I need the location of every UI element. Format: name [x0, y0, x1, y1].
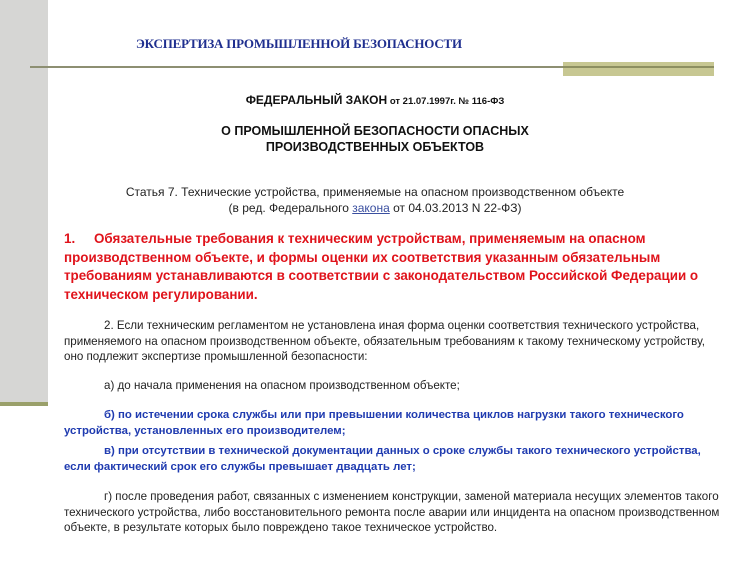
paragraph-2: [64, 318, 724, 365]
paragraph-1-number: 1.: [64, 231, 76, 246]
paragraph-b: [64, 408, 724, 439]
left-bar-accent: [0, 402, 48, 406]
paragraph-a-text: а) до начала применения на опасном производственном объекте;: [104, 379, 460, 392]
paragraph-g-text: г) после проведения работ, связанных с изменением конструкции, заменой материала несущих элементов такого технического устройства, либо восстановительного ремонта после аварии или инцидента на опасном производственном объекте, в результате которых было повреждено такое техническое устройство.: [64, 490, 720, 534]
article-heading-block: [0, 184, 750, 216]
header-divider-accent-line: [563, 66, 714, 68]
paragraph-g: [64, 489, 724, 536]
law-title-main: ФЕДЕРАЛЬНЫЙ ЗАКОН: [245, 93, 388, 107]
paragraph-1-text: Обязательные требования к техническим устройствам, применяемым на опасном производственном объекте, и формы оценки их соответствия указанным обязательным требованиям устанавливаются в соответствии с законодательством Российской Федерации о техническом регулировании.: [64, 231, 699, 302]
paragraph-b-text: б) по истечении срока службы или при превышении количества циклов нагрузки такого технического устройства, установленных его производителем;: [64, 409, 684, 437]
paragraph-a: [64, 378, 724, 394]
law-subject-line-2: ПРОИЗВОДСТВЕННЫХ ОБЪЕКТОВ: [265, 140, 485, 154]
article-heading: Статья 7. Технические устройства, применяемые на опасном производственном объекте: [125, 185, 625, 199]
edition-law-link[interactable]: закона: [352, 201, 390, 215]
edition-prefix: (в ред. Федерального: [228, 201, 353, 215]
law-title-date: от 21.07.1997г. № 116-ФЗ: [387, 96, 505, 107]
header-divider-accent-block: [563, 62, 714, 76]
slide-header-title: ЭКСПЕРТИЗА ПРОМЫШЛЕННОЙ БЕЗОПАСНОСТИ: [136, 36, 462, 51]
paragraph-v-text: в) при отсутствии в технической документации данных о сроке службы такого технического устройства, если фактический срок его службы превышает двадцать лет;: [64, 445, 701, 473]
law-subject: [0, 123, 750, 155]
edition-suffix: от 04.03.2013 N 22-ФЗ): [389, 201, 522, 215]
article-edition: [0, 200, 750, 216]
paragraph-v: [64, 444, 724, 475]
law-subject-line-1: О ПРОМЫШЛЕННОЙ БЕЗОПАСНОСТИ ОПАСНЫХ: [221, 124, 529, 138]
paragraph-2-text: 2. Если техническим регламентом не установлена иная форма оценки соответствия технического устройства, применяемого на опасном производственном объекте, обязательным требованиям к такому техническому устройству, оно подлежит экспертизе промышленной безопасности:: [64, 319, 705, 363]
law-title: [0, 93, 750, 107]
paragraph-1: [64, 230, 744, 304]
